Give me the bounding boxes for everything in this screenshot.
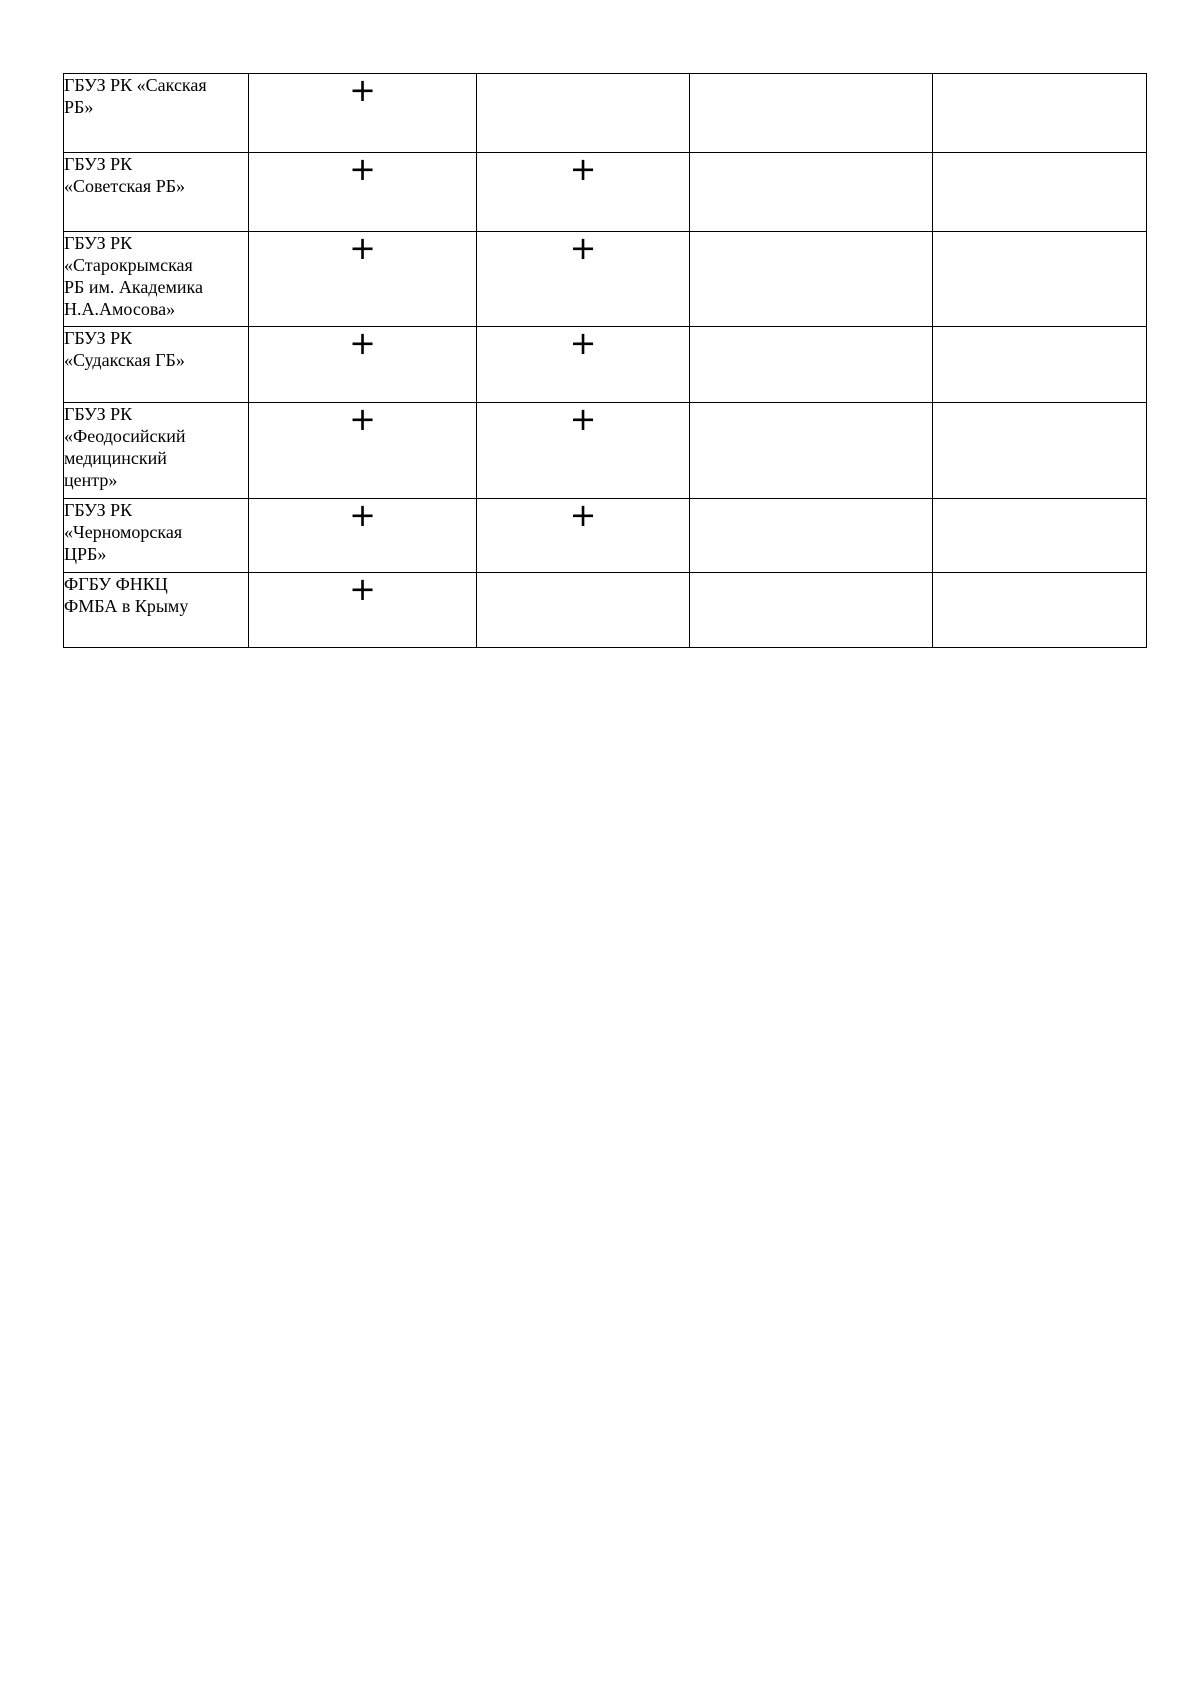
table-row bbox=[64, 403, 1147, 499]
mark-cell bbox=[933, 232, 1147, 327]
institutions-table bbox=[63, 73, 1147, 648]
mark-cell bbox=[933, 74, 1147, 153]
mark-cell bbox=[249, 570, 477, 648]
plus-mark: + bbox=[569, 150, 597, 188]
institution-name: ГБУЗ РК «Старокрымская РБ им. Академика Н.А.Амосова» bbox=[64, 233, 203, 319]
institution-name: ГБУЗ РК «Феодосийский медицинский центр» bbox=[64, 404, 186, 490]
institution-name: ФГБУ ФНКЦ ФМБА в Крыму bbox=[64, 574, 189, 616]
mark-cell bbox=[249, 400, 477, 499]
mark-cell bbox=[690, 232, 933, 327]
institution-name-cell bbox=[64, 327, 249, 403]
institution-name-cell bbox=[64, 153, 249, 232]
mark-cell bbox=[249, 71, 477, 153]
institution-name: ГБУЗ РК «Судакская ГБ» bbox=[64, 328, 185, 370]
mark-cell bbox=[249, 150, 477, 232]
plus-mark: + bbox=[569, 229, 597, 267]
plus-mark: + bbox=[349, 570, 376, 608]
table-row bbox=[64, 74, 1147, 153]
plus-mark: + bbox=[569, 324, 597, 362]
plus-mark: + bbox=[569, 496, 597, 534]
plus-mark: + bbox=[349, 71, 376, 109]
mark-cell bbox=[249, 496, 477, 573]
plus-mark: + bbox=[349, 150, 376, 188]
mark-cell bbox=[933, 403, 1147, 499]
mark-cell bbox=[690, 403, 933, 499]
mark-cell bbox=[933, 573, 1147, 648]
mark-cell bbox=[477, 324, 690, 403]
table-row bbox=[64, 153, 1147, 232]
institution-name-cell bbox=[64, 499, 249, 573]
mark-cell bbox=[249, 229, 477, 327]
table-row bbox=[64, 232, 1147, 327]
mark-cell bbox=[690, 74, 933, 153]
mark-cell bbox=[477, 150, 690, 232]
table-row bbox=[64, 499, 1147, 573]
plus-mark: + bbox=[349, 229, 376, 267]
mark-cell bbox=[477, 496, 690, 573]
mark-cell bbox=[477, 573, 690, 648]
institution-name-cell bbox=[64, 403, 249, 499]
mark-cell bbox=[477, 74, 690, 153]
mark-cell bbox=[933, 499, 1147, 573]
mark-cell bbox=[477, 400, 690, 499]
mark-cell bbox=[690, 499, 933, 573]
mark-cell bbox=[690, 327, 933, 403]
institution-name: ГБУЗ РК «Советская РБ» bbox=[64, 154, 186, 196]
plus-mark: + bbox=[349, 324, 376, 362]
institution-name-cell bbox=[64, 573, 249, 648]
mark-cell bbox=[933, 153, 1147, 232]
institution-name-cell bbox=[64, 232, 249, 327]
mark-cell bbox=[690, 153, 933, 232]
plus-mark: + bbox=[349, 496, 376, 534]
mark-cell bbox=[933, 327, 1147, 403]
institution-name: ГБУЗ РК «Черноморская ЦРБ» bbox=[64, 500, 183, 564]
table-row bbox=[64, 573, 1147, 648]
table-row bbox=[64, 327, 1147, 403]
institution-name: ГБУЗ РК «Сакская РБ» bbox=[64, 75, 207, 117]
institution-name-cell bbox=[64, 74, 249, 153]
mark-cell bbox=[249, 324, 477, 403]
mark-cell bbox=[477, 229, 690, 327]
mark-cell bbox=[690, 573, 933, 648]
plus-mark: + bbox=[349, 400, 376, 438]
plus-mark: + bbox=[569, 400, 597, 438]
